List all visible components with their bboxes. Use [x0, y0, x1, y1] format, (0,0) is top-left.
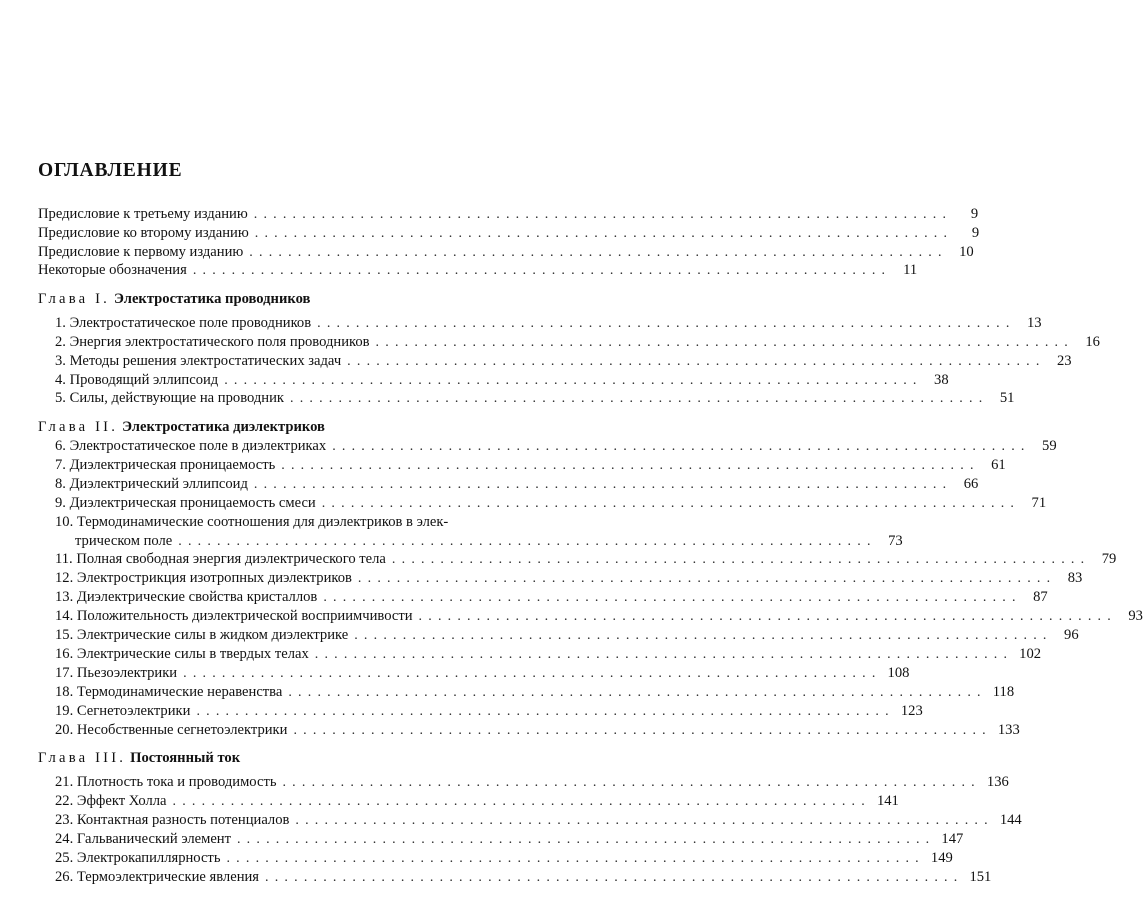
- entry-page: 144: [999, 812, 1022, 828]
- leader-dots: ........................................................................: [354, 628, 1053, 643]
- toc-entry[interactable]: [38, 261, 918, 280]
- chapter-title: Электростатика диэлектриков: [122, 419, 325, 435]
- entry-title: 23. Контактная разность потенциалов: [55, 812, 290, 828]
- entry-title: 12. Электрострикция изотропных диэлектриков: [55, 570, 352, 586]
- entry-page: 61: [991, 457, 1006, 473]
- entry-title: 13. Диэлектрические свойства кристаллов: [55, 589, 318, 605]
- entry-page: 141: [876, 793, 899, 809]
- leader-dots: ........................................................................: [418, 609, 1117, 624]
- entry-title: 14. Положительность диэлектрической восприимчивости: [55, 608, 413, 624]
- leader-dots: ........................................................................: [236, 832, 936, 847]
- entry-page: 118: [992, 684, 1015, 700]
- leader-dots: ........................................................................: [288, 685, 987, 700]
- entry-page: 79: [1101, 551, 1117, 567]
- leader-dots: ........................................................................: [347, 354, 1046, 369]
- leader-dots: ........................................................................: [183, 666, 882, 681]
- leader-dots: ........................................................................: [375, 335, 1074, 350]
- entry-title: Предисловие ко второму изданию: [38, 225, 249, 241]
- entry-title: Некоторые обозначения: [38, 262, 187, 278]
- entry-page: 102: [1019, 646, 1042, 662]
- entry-page: 9: [971, 225, 980, 241]
- chapter-label: Глава II.: [38, 419, 119, 435]
- leader-dots: ........................................................................: [321, 496, 1021, 511]
- leader-dots: ........................................................................: [196, 704, 895, 719]
- entry-title: 7. Диэлектрическая проницаемость: [55, 457, 276, 473]
- entry-page: 133: [997, 722, 1020, 738]
- entry-title: 18. Термодинамические неравенства: [55, 684, 283, 700]
- leader-dots: ........................................................................: [290, 391, 989, 406]
- entry-page: 108: [887, 665, 910, 681]
- toc-entry[interactable]: [55, 792, 899, 811]
- page-title: ОГЛАВЛЕНИЕ: [38, 160, 183, 181]
- chapter-label: Глава I.: [38, 291, 111, 307]
- toc-entry[interactable]: [55, 475, 979, 494]
- leader-dots: ........................................................................: [224, 373, 923, 388]
- toc-entry[interactable]: [38, 243, 974, 262]
- leader-dots: ........................................................................: [281, 458, 980, 473]
- toc-entry[interactable]: [55, 868, 992, 887]
- entry-title: 9. Диэлектрическая проницаемость смеси: [55, 495, 316, 511]
- toc-entry[interactable]: [55, 550, 1117, 569]
- toc-entry[interactable]: [55, 314, 1042, 333]
- chapter-title: Постоянный ток: [130, 750, 241, 766]
- entry-title: 25. Электрокапиллярность: [55, 850, 221, 866]
- chapter-heading[interactable]: [38, 418, 325, 437]
- leader-dots: ........................................................................: [172, 794, 871, 809]
- entry-title: 10. Термодинамические соотношения для диэлектриков в элек-: [55, 514, 449, 530]
- toc-entry[interactable]: [55, 456, 1006, 475]
- entry-title: 15. Электрические силы в жидком диэлектрике: [55, 627, 349, 643]
- entry-page: 83: [1067, 570, 1083, 586]
- entry-page: 59: [1042, 438, 1057, 454]
- entry-page: 147: [941, 831, 964, 847]
- entry-page: 71: [1031, 495, 1047, 511]
- entry-title: 11. Полная свободная энергия диэлектрического тела: [55, 551, 386, 567]
- toc-entry[interactable]: [55, 513, 903, 551]
- chapter-heading[interactable]: [38, 290, 310, 309]
- entry-page: 93: [1128, 608, 1143, 624]
- toc-entry[interactable]: [55, 569, 1083, 588]
- entry-page: 136: [986, 774, 1009, 790]
- entry-page: 51: [999, 390, 1015, 406]
- leader-dots: ........................................................................: [391, 552, 1091, 567]
- chapter-heading[interactable]: [38, 749, 240, 768]
- toc-entry[interactable]: [55, 830, 964, 849]
- toc-entry[interactable]: [55, 683, 1015, 702]
- toc-entry[interactable]: [55, 702, 923, 721]
- leader-dots: ........................................................................: [226, 851, 925, 866]
- entry-page: 96: [1064, 627, 1079, 643]
- entry-page: 123: [900, 703, 923, 719]
- leader-dots: ........................................................................: [357, 571, 1057, 586]
- entry-title: Предисловие к первому изданию: [38, 244, 244, 260]
- entry-page: 13: [1026, 315, 1042, 331]
- entry-page: 10: [959, 244, 974, 260]
- entry-title: 19. Сегнетоэлектрики: [55, 703, 191, 719]
- toc-entry[interactable]: [55, 721, 1020, 740]
- chapter-label: Глава III.: [38, 750, 127, 766]
- toc-entry[interactable]: [55, 588, 1048, 607]
- entry-title: 2. Энергия электростатического поля проводников: [55, 334, 370, 350]
- entry-title: Предисловие к третьему изданию: [38, 206, 248, 222]
- leader-dots: ........................................................................: [323, 590, 1022, 605]
- entry-continuation: [55, 532, 903, 551]
- entry-page: 11: [903, 262, 918, 278]
- leader-dots: ........................................................................: [314, 647, 1014, 662]
- toc-entry[interactable]: [38, 224, 980, 243]
- toc-entry[interactable]: [55, 607, 1143, 626]
- leader-dots: ........................................................................: [293, 723, 992, 738]
- toc-entry[interactable]: [55, 849, 953, 868]
- leader-dots: ........................................................................: [265, 870, 964, 885]
- entry-page: 16: [1085, 334, 1100, 350]
- leader-dots: ........................................................................: [282, 775, 981, 790]
- entry-title: 3. Методы решения электростатических задач: [55, 353, 342, 369]
- entry-title: 24. Гальванический элемент: [55, 831, 231, 847]
- entry-title: 4. Проводящий эллипсоид: [55, 372, 219, 388]
- entry-page: 23: [1056, 353, 1072, 369]
- leader-dots: ........................................................................: [317, 316, 1016, 331]
- toc-entry[interactable]: [55, 645, 1042, 664]
- toc-entry[interactable]: [55, 626, 1079, 645]
- entry-title: 8. Диэлектрический эллипсоид: [55, 476, 248, 492]
- entry-page: 87: [1033, 589, 1048, 605]
- chapter-title: Электростатика проводников: [114, 291, 311, 307]
- entry-title: 1. Электростатическое поле проводников: [55, 315, 312, 331]
- leader-dots: ........................................................................: [253, 207, 953, 222]
- entry-title: 17. Пьезоэлектрики: [55, 665, 178, 681]
- entry-page: 9: [970, 206, 979, 222]
- leader-dots: ........................................................................: [332, 439, 1031, 454]
- toc-entry[interactable]: [38, 205, 979, 224]
- entry-title-continued: трическом поле: [75, 533, 173, 549]
- leader-dots: ........................................................................: [295, 813, 994, 828]
- toc-entry[interactable]: [55, 437, 1057, 456]
- leader-dots: ........................................................................: [178, 534, 877, 549]
- toc-entry[interactable]: [55, 773, 1009, 792]
- toc-entry[interactable]: [55, 352, 1072, 371]
- leader-dots: ........................................................................: [192, 263, 892, 278]
- entry-page: 66: [963, 476, 979, 492]
- entry-page: 149: [930, 850, 953, 866]
- toc-entry[interactable]: [55, 371, 949, 390]
- toc-entry[interactable]: [55, 811, 1022, 830]
- entry-title: 6. Электростатическое поле в диэлектриках: [55, 438, 327, 454]
- toc-entry[interactable]: [55, 389, 1015, 408]
- entry-page: 73: [888, 533, 903, 549]
- toc-entry[interactable]: [55, 664, 910, 683]
- leader-dots: ........................................................................: [254, 226, 954, 241]
- entry-page: 38: [934, 372, 949, 388]
- entry-title: 22. Эффект Холла: [55, 793, 167, 809]
- entry-page: 151: [969, 869, 992, 885]
- leader-dots: ........................................................................: [253, 477, 953, 492]
- toc-entry[interactable]: [55, 494, 1047, 513]
- entry-title: 16. Электрические силы в твердых телах: [55, 646, 309, 662]
- toc-entry[interactable]: [55, 333, 1100, 352]
- entry-title: 26. Термоэлектрические явления: [55, 869, 260, 885]
- leader-dots: ........................................................................: [249, 245, 948, 260]
- entry-title: 5. Силы, действующие на проводник: [55, 390, 284, 406]
- entry-title: 21. Плотность тока и проводимость: [55, 774, 277, 790]
- entry-title: 20. Несобственные сегнетоэлектрики: [55, 722, 288, 738]
